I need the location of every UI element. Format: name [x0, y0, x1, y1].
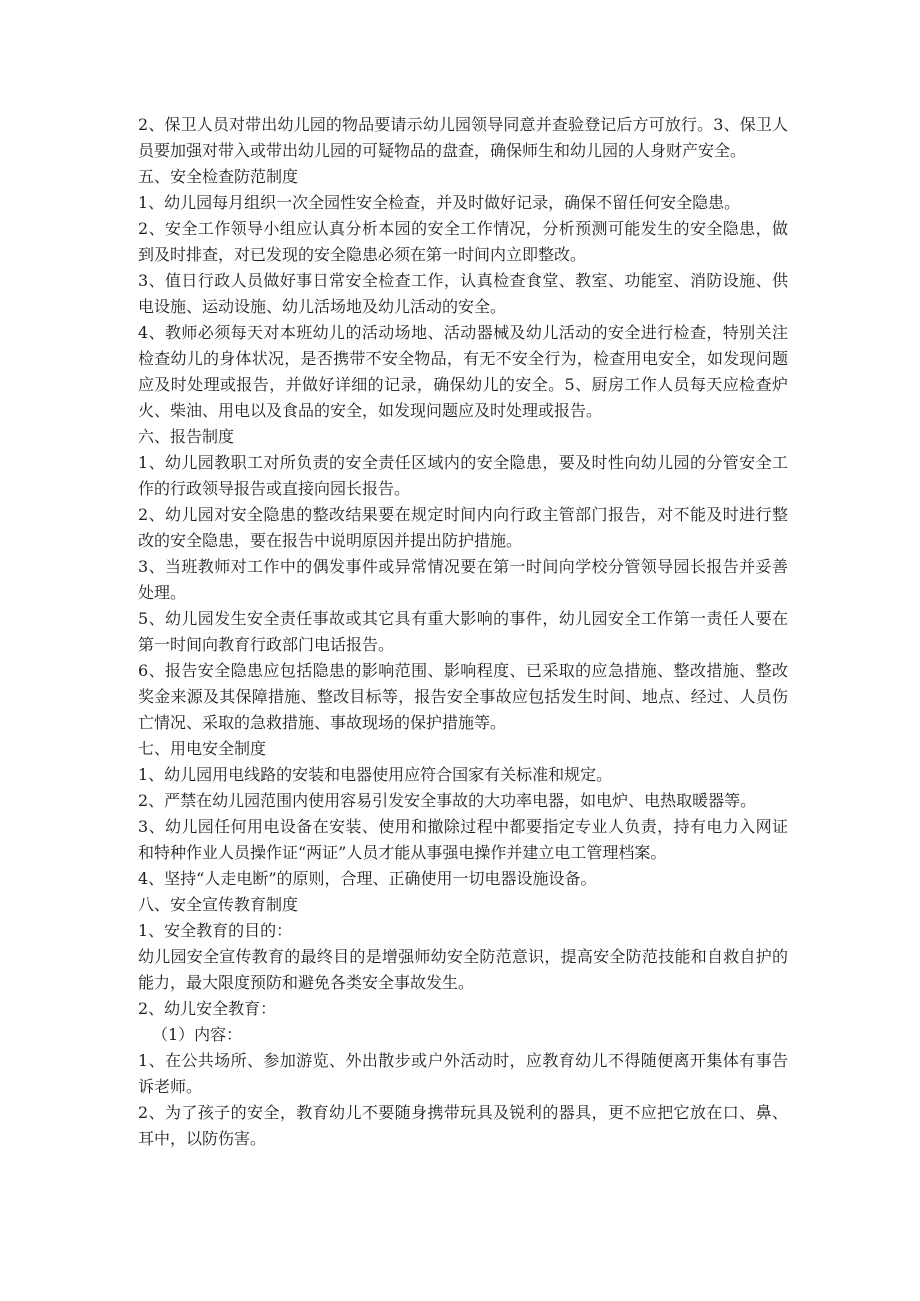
paragraph: 1、安全教育的目的：	[138, 921, 293, 940]
paragraph: 3、值日行政人员做好事日常安全检查工作，认真检查食堂、教室、功能室、消防设施、供电设施、运动设施、幼儿活场地及幼儿活动的安全。	[138, 271, 788, 316]
section-heading: 六、报告制度	[138, 427, 235, 446]
paragraph: 2、严禁在幼儿园范围内使用容易引发安全事故的大功率电器，如电炉、电热取暖器等。	[138, 791, 757, 810]
paragraph: 4、教师必须每天对本班幼儿的活动场地、活动器械及幼儿活动的安全进行检查，特别关注检查幼儿的身体状况，是否携带不安全物品，有无不安全行为，检查用电安全，如发现问题应及时处理或报告，并做好详细的记录，确保幼儿的安全。5、厨房工作人员每天应检查炉火、柴油、用电以及食品的安全，如发现问题应及时处理或报告。	[138, 323, 788, 420]
section-heading: 七、用电安全制度	[138, 739, 267, 758]
document-body	[138, 112, 788, 1152]
paragraph: 1、幼儿园教职工对所负责的安全责任区域内的安全隐患，要及时性向幼儿园的分管安全工作的行政领导报告或直接向园长报告。	[138, 453, 788, 498]
paragraph: 3、幼儿园任何用电设备在安装、使用和撤除过程中都要指定专业人负责，持有电力入网证和特种作业人员操作证“两证”人员才能从事强电操作并建立电工管理档案。	[138, 817, 788, 862]
paragraph: 4、坚持“人走电断”的原则，合理、正确使用一切电器设施设备。	[138, 869, 597, 888]
paragraph: 幼儿园安全宣传教育的最终目的是增强师幼安全防范意识，提高安全防范技能和自救自护的能力，最大限度预防和避免各类安全事故发生。	[138, 947, 788, 992]
paragraph: 2、幼儿安全教育：	[138, 999, 277, 1018]
paragraph: 6、报告安全隐患应包括隐患的影响范围、影响程度、已采取的应急措施、整改措施、整改奖金来源及其保障措施、整改目标等，报告安全事故应包括发生时间、地点、经过、人员伤亡情况、采取的急救措施、事故现场的保护措施等。	[138, 661, 788, 732]
section-heading: 八、安全宣传教育制度	[138, 895, 299, 914]
paragraph: 1、幼儿园每月组织一次全园性安全检查，并及时做好记录，确保不留任何安全隐患。	[138, 193, 741, 212]
paragraph: 1、幼儿园用电线路的安装和电器使用应符合国家有关标准和规定。	[138, 765, 613, 784]
paragraph: 2、幼儿园对安全隐患的整改结果要在规定时间内向行政主管部门报告，对不能及时进行整改的安全隐患，要在报告中说明原因并提出防护措施。	[138, 505, 788, 550]
paragraph: 3、当班教师对工作中的偶发事件或异常情况要在第一时间向学校分管领导园长报告并妥善处理。	[138, 557, 788, 602]
paragraph: 1、在公共场所、参加游览、外出散步或户外活动时，应教育幼儿不得随便离开集体有事告诉老师。	[138, 1051, 788, 1096]
paragraph: 2、保卫人员对带出幼儿园的物品要请示幼儿园领导同意并查验登记后方可放行。3、保卫人员要加强对带入或带出幼儿园的可疑物品的盘查，确保师生和幼儿园的人身财产安全。	[138, 115, 788, 160]
paragraph: 2、为了孩子的安全，教育幼儿不要随身携带玩具及锐利的器具，更不应把它放在口、鼻、耳中，以防伤害。	[138, 1103, 788, 1148]
paragraph: 2、安全工作领导小组应认真分析本园的安全工作情况，分析预测可能发生的安全隐患，做到及时排查，对已发现的安全隐患必须在第一时间内立即整改。	[138, 219, 788, 264]
section-heading: 五、安全检查防范制度	[138, 167, 299, 186]
paragraph: 5、幼儿园发生安全责任事故或其它具有重大影响的事件，幼儿园安全工作第一责任人要在第一时间向教育行政部门电话报告。	[138, 609, 788, 654]
subsection-label: （1）内容：	[152, 1025, 243, 1044]
